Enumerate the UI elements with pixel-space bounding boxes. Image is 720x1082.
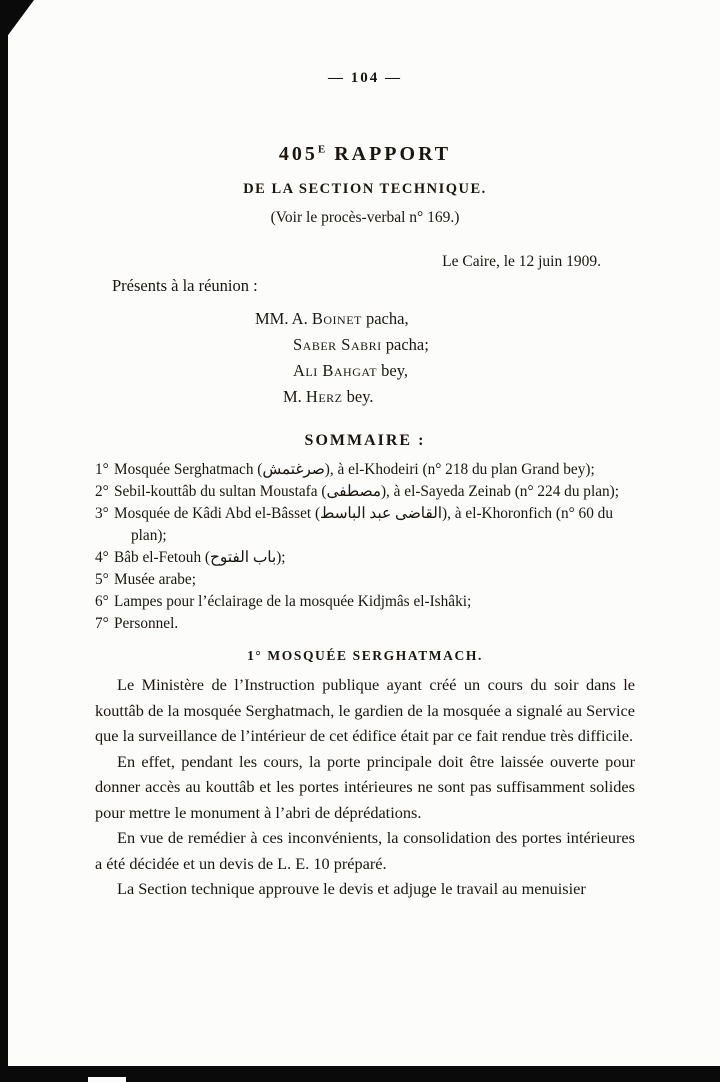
- attendee-line: [255, 358, 635, 384]
- report-subtitle: DE LA SECTION TECHNIQUE.: [243, 181, 487, 197]
- body-paragraph: En vue de remédier à ces inconvénients, la consolidation des portes intérieures a été décidée et un devis de L. E. 10 préparé.: [95, 828, 635, 873]
- sommaire-item-text: Lampes pour l’éclairage de la mosquée Kidjmâs el-Ishâki;: [114, 593, 472, 610]
- scan-edge-left: [0, 0, 8, 1082]
- body-paragraph: La Section technique approuve le devis et adjuge le travail au menuisier: [117, 879, 586, 898]
- sommaire-item-number: 7°: [95, 615, 109, 632]
- attendee-suffix: bey.: [342, 387, 374, 406]
- report-title-text: RAPPORT: [326, 143, 452, 165]
- attendee-name: Ali Bahgat: [293, 361, 378, 380]
- body-paragraph: En effet, pendant les cours, la porte principale doit être laissée ouverte pour donner accès au kouttâb et les portes intérieures ne sont pas suffisamment solides pour mettre le monument à l’abri de déprédations.: [95, 751, 635, 822]
- attendee-suffix: pacha,: [361, 309, 409, 328]
- attendees-list: [255, 306, 635, 410]
- body-paragraph: Le Ministère de l’Instruction publique ayant créé un cours du soir dans le kouttâb de la mosquée Serghatmach, le gardien de la mosquée a signalé au Service que la surveillance de l’intérieur de cet édifice était par ce fait rendue très difficile.: [95, 675, 635, 745]
- sommaire-list: [95, 459, 635, 635]
- sommaire-item-text: Personnel.: [114, 615, 179, 632]
- sommaire-item-number: 1°: [95, 461, 109, 478]
- reference-note: (Voir le procès-verbal n° 169.): [270, 209, 460, 226]
- attendees-intro: Présents à la réunion :: [112, 276, 258, 295]
- scan-edge-bottom-notch: [88, 1077, 126, 1082]
- scan-corner-topleft: [0, 0, 34, 46]
- sommaire-item: [95, 481, 635, 503]
- attendee-line: [255, 332, 635, 358]
- report-title: [95, 143, 635, 166]
- sommaire-item-number: 4°: [95, 549, 109, 566]
- dateline: Le Caire, le 12 juin 1909.: [442, 253, 601, 270]
- sommaire-item-number: 3°: [95, 505, 109, 522]
- attendee-suffix: pacha;: [381, 335, 429, 354]
- sommaire-item-text: Bâb el-Fetouh (باب الفتوح);: [114, 549, 286, 566]
- section-heading: 1° MOSQUÉE SERGHATMACH.: [247, 648, 483, 663]
- attendee-suffix: bey,: [377, 361, 409, 380]
- sommaire-heading: SOMMAIRE :: [304, 432, 426, 449]
- sommaire-item: [95, 569, 635, 591]
- sommaire-item-text: Musée arabe;: [114, 571, 196, 588]
- sommaire-item-number: 6°: [95, 593, 109, 610]
- attendee-line: [255, 384, 635, 410]
- attendee-name: Saber Sabri: [293, 335, 382, 354]
- sommaire-item: [95, 613, 635, 635]
- sommaire-item-text: Mosquée Serghatmach (صرغتمش), à el-Khodeiri (n° 218 du plan Grand bey);: [114, 461, 595, 478]
- page-number: — 104 —: [328, 70, 402, 86]
- sommaire-item: [95, 591, 635, 613]
- attendee-prefix: M.: [283, 387, 306, 406]
- attendee-line: [255, 306, 635, 332]
- sommaire-item: [95, 459, 635, 481]
- sommaire-item-text: Sebil-kouttâb du sultan Moustafa (مصطفى), à el-Sayeda Zeinab (n° 224 du plan);: [114, 483, 619, 500]
- report-title-number: 405: [278, 143, 318, 165]
- sommaire-item-number: 5°: [95, 571, 109, 588]
- sommaire-item-text: Mosquée de Kâdi Abd el-Bâsset (القاضى عبد الباسط), à el-Khoronfich (n° 60 du plan);: [114, 505, 613, 544]
- report-title-superscript: E: [317, 143, 327, 156]
- body-text: [95, 672, 635, 902]
- sommaire-item: [95, 547, 635, 569]
- sommaire-item: [95, 503, 635, 547]
- attendee-name: Boinet: [311, 309, 362, 328]
- attendee-prefix: MM. A.: [255, 309, 312, 328]
- attendee-name: Herz: [305, 387, 343, 406]
- sommaire-item-number: 2°: [95, 483, 109, 500]
